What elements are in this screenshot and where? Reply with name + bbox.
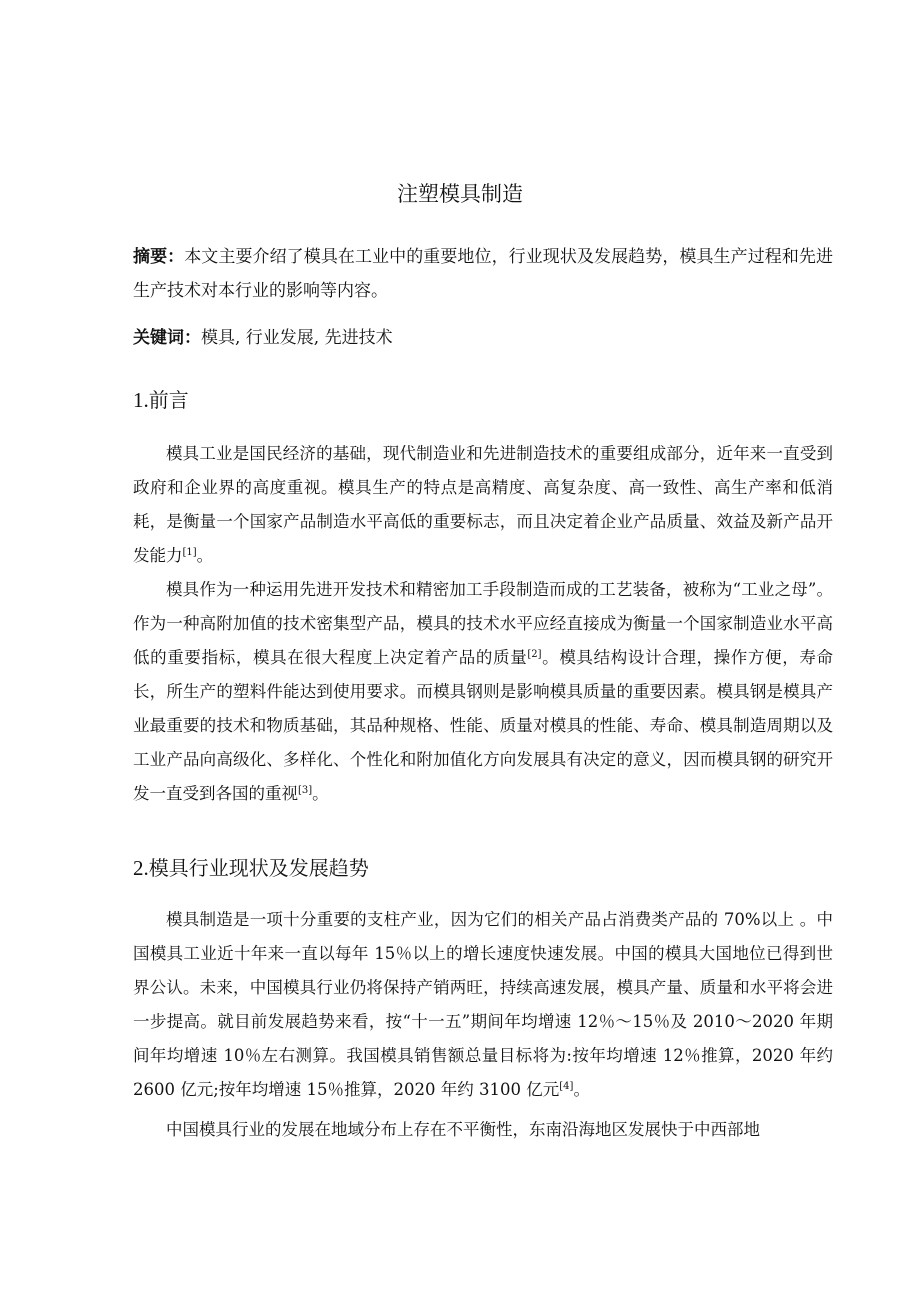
section-1-heading	[133, 384, 189, 413]
section-1-number: 1.	[133, 388, 149, 412]
section-2-heading	[133, 852, 369, 881]
abstract-label: 摘要：	[133, 247, 185, 267]
citation: [4]	[559, 1081, 574, 1092]
section-2-body	[133, 903, 833, 1147]
abstract	[133, 240, 833, 308]
section-2-number: 2.	[133, 856, 149, 880]
section-1-paragraph-2	[133, 573, 833, 811]
paragraph-end: 。	[196, 546, 214, 565]
citation: [2]	[527, 649, 542, 660]
paragraph-text: 模具工业是国民经济的基础，现代制造业和先进制造技术的重要组成部分，近年来一直受到政府和企业界的高度重视。模具生产的特点是高精度、高复杂度、高一致性、高生产率和低消耗，是衡量一个国家产品制造水平高低的重要标志，而且决定着企业产品质量、效益及新产品开发能力	[133, 444, 833, 565]
paragraph-text: 中国模具行业的发展在地域分布上存在不平衡性，东南沿海地区发展快于中西部地	[166, 1120, 760, 1139]
section-1-paragraph-1	[133, 437, 833, 573]
keywords	[133, 323, 833, 353]
section-2-paragraph-1	[133, 903, 833, 1107]
keywords-label: 关键词：	[133, 328, 201, 348]
section-1-title: 前言	[148, 388, 189, 412]
paragraph-text: 模具制造是一项十分重要的支柱产业，因为它们的相关产品占消费类产品的 70%以上 。中国模具工业近十年来一直以每年 15％以上的增长速度快速发展。中国的模具大国地位已得到世界公认。未来，中国模具行业仍将保持产销两旺，持续高速发展，模具产量、质量和水平将会进一步提高。就目前发展趋势来看，按“十一五”期间年均增速 12％～15％及 2010～2020 年期间年均增速 10％左右测算。我国模具销售额总量目标将为:按年均增速 12％推算，2020 年约 2600 亿元;按年均增速 15％推算，2020 年约 3100 亿元	[133, 910, 833, 1099]
keywords-text: 模具, 行业发展, 先进技术	[201, 328, 393, 348]
section-2-title: 模具行业现状及发展趋势	[148, 856, 369, 880]
paragraph-text: 模具作为一种运用先进开发技术和精密加工手段制造而成的工艺装备，被称为“工业之母”。作为一种高附加值的技术密集型产品，模具的技术水平应经直接成为衡量一个国家制造业水平高低的重要指标，模具在很大程度上决定着产品的质量	[133, 580, 833, 667]
section-2-paragraph-2	[133, 1113, 833, 1147]
abstract-text: 本文主要介绍了模具在工业中的重要地位，行业现状及发展趋势，模具生产过程和先进生产技术对本行业的影响等内容。	[133, 247, 834, 301]
section-1-body	[133, 437, 833, 811]
paragraph-end: 。	[312, 784, 329, 803]
paragraph-text: 。模具结构设计合理，操作方便，寿命长，所生产的塑料件能达到使用要求。而模具钢则是影响模具质量的重要因素。模具钢是模具产业最重要的技术和物质基础，其品种规格、性能、质量对模具的性能、寿命、模具制造周期以及工业产品向高级化、多样化、个性化和附加值化方向发展具有决定的意义，因而模具钢的研究开发一直受到各国的重视	[133, 648, 834, 803]
document-title: 注塑模具制造	[397, 182, 523, 206]
citation: [1]	[182, 547, 197, 558]
citation: [3]	[298, 785, 313, 796]
paragraph-end: 。	[573, 1080, 590, 1099]
